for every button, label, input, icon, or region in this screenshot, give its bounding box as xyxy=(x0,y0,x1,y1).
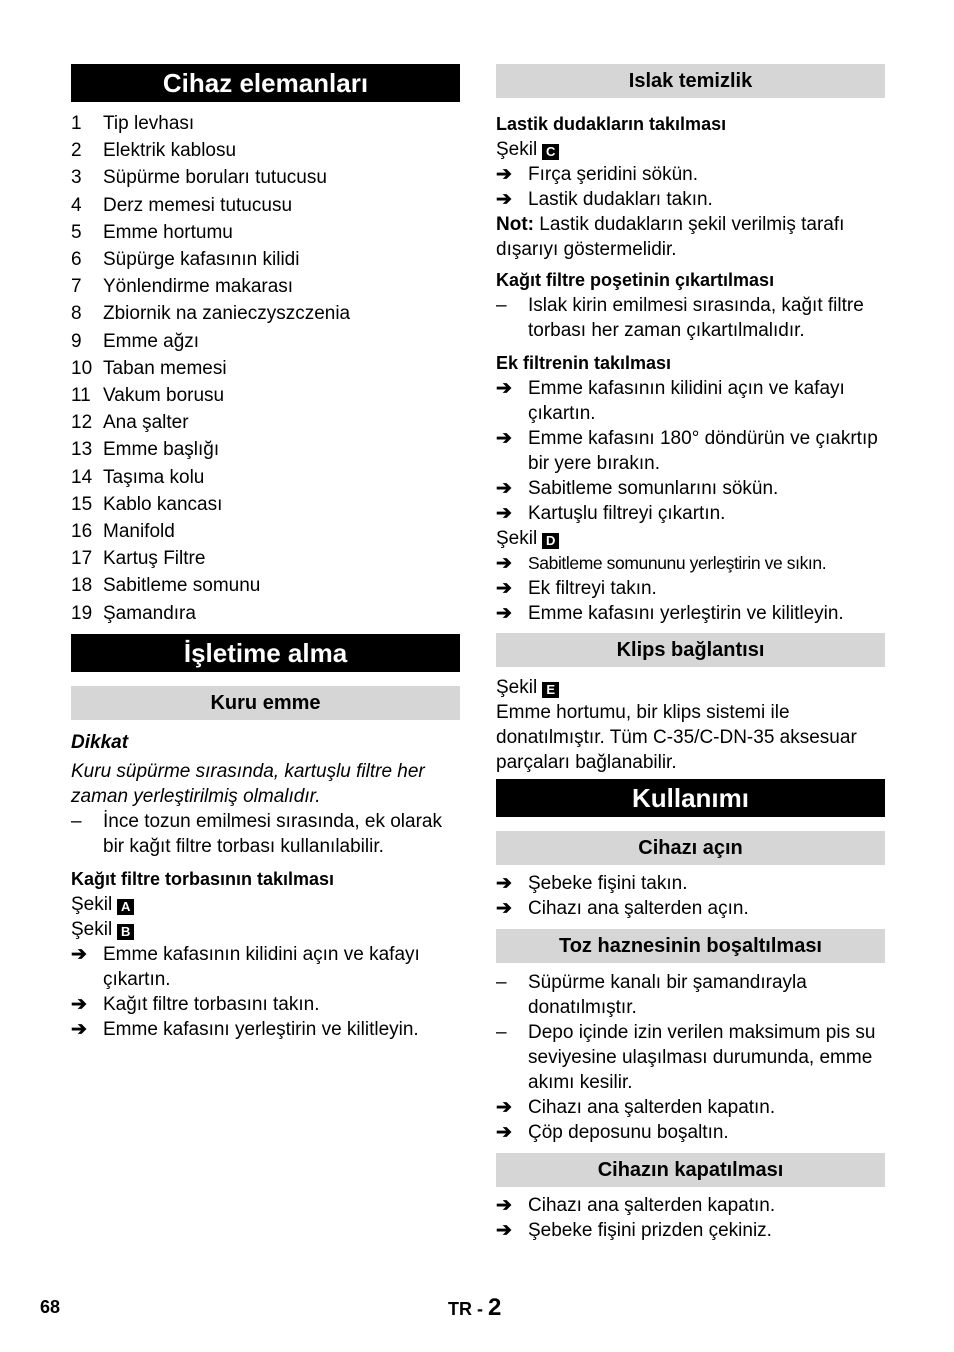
arrow-right-icon: ➔ xyxy=(496,503,512,524)
step-item: ➔ Sabitleme somununu yerleştirin ve sıkın. xyxy=(496,553,827,574)
component-number: 13 xyxy=(71,439,93,461)
dash-item: – Islak kirin emilmesi sırasında, kağıt filtre torbası her zaman çıkartılmalıdır. xyxy=(496,295,864,341)
switch-on-steps xyxy=(496,871,885,921)
figure-badge-a: A xyxy=(117,899,134,915)
step-item: ➔ Lastik dudakları takın. xyxy=(496,189,713,210)
empty-dash-items xyxy=(496,970,885,1095)
step-item: ➔ Emme kafasının kilidini açın ve kafayı çıkartın. xyxy=(496,378,845,424)
component-item xyxy=(71,545,460,572)
heading-components: Cihaz elemanları xyxy=(71,64,460,102)
arrow-right-icon: ➔ xyxy=(496,1122,512,1143)
page-number: 68 xyxy=(40,1297,61,1317)
figure-ref-a: Şekil A xyxy=(71,892,460,917)
component-label: Vakum borusu xyxy=(103,385,225,407)
arrow-right-icon: ➔ xyxy=(496,578,512,599)
dash-item: – Süpürme kanalı bir şamandırayla donatılmıştır. xyxy=(496,972,807,1018)
arrow-right-icon: ➔ xyxy=(496,478,512,499)
component-label: Zbiornik na zanieczyszczenia xyxy=(103,303,351,325)
component-number: 3 xyxy=(71,167,82,189)
step-item: ➔ Şebeke fişini takın. xyxy=(496,873,688,894)
component-number: 14 xyxy=(71,466,93,488)
heading-switch-off: Cihazın kapatılması xyxy=(496,1153,885,1187)
page-section-label: TR - 2 xyxy=(448,1294,502,1321)
heading-wet-cleaning: Islak temizlik xyxy=(496,64,885,98)
step-item: ➔ Sabitleme somunlarını sökün. xyxy=(496,478,779,499)
component-number: 12 xyxy=(71,412,93,434)
component-item xyxy=(71,518,460,545)
component-number: 8 xyxy=(71,303,82,325)
component-label: Emme hortumu xyxy=(103,221,233,243)
component-item xyxy=(71,219,460,246)
component-label: Elektrik kablosu xyxy=(103,140,237,162)
component-item xyxy=(71,436,460,463)
clip-text: Emme hortumu, bir klips sistemi ile donatılmıştır. Tüm C-35/C-DN-35 aksesuar parçaları bağlanabilir. xyxy=(496,702,857,773)
step-item: ➔ Kartuşlu filtreyi çıkartın. xyxy=(496,503,726,524)
arrow-right-icon: ➔ xyxy=(496,898,512,919)
component-list xyxy=(71,110,460,627)
heading-usage: Kullanımı xyxy=(496,779,885,817)
heading-switch-on: Cihazı açın xyxy=(496,831,885,865)
component-item xyxy=(71,137,460,164)
component-number: 4 xyxy=(71,194,82,216)
component-item xyxy=(71,192,460,219)
arrow-right-icon: ➔ xyxy=(496,189,512,210)
step-item: ➔ Emme kafasını yerleştirin ve kilitleyin. xyxy=(71,1018,419,1040)
component-number: 19 xyxy=(71,602,93,624)
component-number: 15 xyxy=(71,493,93,515)
rubber-lip-steps xyxy=(496,162,885,212)
dash-item: – İnce tozun emilmesi sırasında, ek olarak bir kağıt filtre torbası kullanılabilir. xyxy=(71,810,442,857)
component-number: 16 xyxy=(71,521,93,543)
paper-bag-steps xyxy=(71,942,460,1042)
heading-empty-container: Toz haznesinin boşaltılması xyxy=(496,929,885,963)
component-number: 7 xyxy=(71,276,82,298)
subheading-rubber-lips: Lastik dudakların takılması xyxy=(496,114,727,134)
component-number: 11 xyxy=(71,385,91,407)
arrow-right-icon: ➔ xyxy=(71,993,87,1015)
component-label: Süpürme boruları tutucusu xyxy=(103,167,327,189)
component-item xyxy=(71,300,460,327)
component-item xyxy=(71,110,460,137)
component-label: Emme ağzı xyxy=(103,330,200,352)
component-number: 10 xyxy=(71,357,93,379)
step-item: ➔ Emme kafasının kilidini açın ve kafayı çıkartın. xyxy=(71,943,420,990)
component-item xyxy=(71,464,460,491)
component-item xyxy=(71,273,460,300)
arrow-right-icon: ➔ xyxy=(496,553,512,574)
dash-item: – Depo içinde izin verilen maksimum pis su seviyesine ulaşılması durumunda, emme akımı kesilir. xyxy=(496,1022,876,1093)
component-item xyxy=(71,409,460,436)
attention-label: Dikkat xyxy=(71,731,129,753)
component-item xyxy=(71,355,460,382)
component-item xyxy=(71,572,460,599)
component-label: Taban memesi xyxy=(103,357,227,379)
dash-icon: – xyxy=(496,1022,507,1043)
component-label: Manifold xyxy=(103,521,175,543)
component-number: 2 xyxy=(71,140,82,162)
heading-clip-connection: Klips bağlantısı xyxy=(496,633,885,667)
arrow-right-icon: ➔ xyxy=(71,1018,87,1040)
arrow-right-icon: ➔ xyxy=(71,943,87,965)
dash-icon: – xyxy=(71,810,82,832)
component-label: Ana şalter xyxy=(103,412,189,434)
empty-steps xyxy=(496,1095,885,1145)
arrow-right-icon: ➔ xyxy=(496,378,512,399)
subheading-paper-bag: Kağıt filtre torbasının takılması xyxy=(71,868,335,889)
component-item xyxy=(71,328,460,355)
component-item xyxy=(71,491,460,518)
component-label: Kartuş Filtre xyxy=(103,548,206,570)
extra-filter-steps-2 xyxy=(496,551,885,626)
extra-filter-steps-1 xyxy=(496,376,885,526)
component-label: Süpürge kafasının kilidi xyxy=(103,249,300,271)
component-item xyxy=(71,382,460,409)
step-item: ➔ Şebeke fişini prizden çekiniz. xyxy=(496,1220,772,1241)
step-item: ➔ Kağıt filtre torbasını takın. xyxy=(71,993,320,1015)
subheading-extra-filter: Ek filtrenin takılması xyxy=(496,353,672,373)
right-column xyxy=(496,64,885,1243)
step-item: ➔ Cihazı ana şalterden kapatın. xyxy=(496,1195,776,1216)
dash-icon: – xyxy=(496,295,507,316)
figure-badge-b: B xyxy=(117,924,134,940)
arrow-right-icon: ➔ xyxy=(496,1220,512,1241)
component-label: Yönlendirme makarası xyxy=(103,276,294,298)
step-item: ➔ Emme kafasını 180° döndürün ve çıakrtıp bir yere bırakın. xyxy=(496,428,878,474)
step-item: ➔ Çöp deposunu boşaltın. xyxy=(496,1122,729,1143)
heading-startup: İşletime alma xyxy=(71,634,460,672)
component-number: 1 xyxy=(71,113,82,134)
arrow-right-icon: ➔ xyxy=(496,164,512,185)
component-number: 9 xyxy=(71,330,82,352)
figure-badge-d: D xyxy=(542,533,559,549)
arrow-right-icon: ➔ xyxy=(496,1097,512,1118)
step-item: ➔ Fırça şeridini sökün. xyxy=(496,164,699,185)
component-label: Tip levhası xyxy=(103,113,195,134)
arrow-right-icon: ➔ xyxy=(496,603,512,624)
heading-dry-vacuuming: Kuru emme xyxy=(71,686,460,720)
dash-icon: – xyxy=(496,972,507,993)
component-item xyxy=(71,246,460,273)
component-label: Sabitleme somunu xyxy=(103,575,261,597)
component-number: 18 xyxy=(71,575,93,597)
note: Not: Lastik dudakların şekil verilmiş tarafı dışarıyı göstermelidir. xyxy=(496,214,845,260)
step-item: ➔ Emme kafasını yerleştirin ve kilitleyin. xyxy=(496,603,844,624)
figure-ref-e: Şekil E xyxy=(496,675,885,700)
step-item: ➔ Ek filtreyi takın. xyxy=(496,578,657,599)
component-number: 17 xyxy=(71,548,93,570)
component-number: 6 xyxy=(71,249,82,271)
component-label: Emme başlığı xyxy=(103,439,220,461)
arrow-right-icon: ➔ xyxy=(496,873,512,894)
left-column xyxy=(71,64,460,1042)
component-label: Kablo kancası xyxy=(103,493,223,515)
component-label: Derz memesi tutucusu xyxy=(103,194,293,216)
attention-text: Kuru süpürme sırasında, kartuşlu filtre her zaman yerleştirilmiş olmalıdır. xyxy=(71,760,425,807)
component-label: Şamandıra xyxy=(103,602,196,624)
figure-badge-e: E xyxy=(542,682,559,698)
switch-off-steps xyxy=(496,1193,885,1243)
figure-ref-d: Şekil D xyxy=(496,526,885,551)
step-item: ➔ Cihazı ana şalterden kapatın. xyxy=(496,1097,776,1118)
figure-ref-c: Şekil C xyxy=(496,137,885,162)
component-item xyxy=(71,600,460,627)
figure-badge-c: C xyxy=(542,144,559,160)
component-label: Taşıma kolu xyxy=(103,466,205,488)
subheading-remove-bag: Kağıt filtre poşetinin çıkartılması xyxy=(496,270,775,290)
arrow-right-icon: ➔ xyxy=(496,428,512,449)
step-item: ➔ Cihazı ana şalterden açın. xyxy=(496,898,749,919)
figure-ref-b: Şekil B xyxy=(71,917,460,942)
component-item xyxy=(71,164,460,191)
arrow-right-icon: ➔ xyxy=(496,1195,512,1216)
component-number: 5 xyxy=(71,221,82,243)
